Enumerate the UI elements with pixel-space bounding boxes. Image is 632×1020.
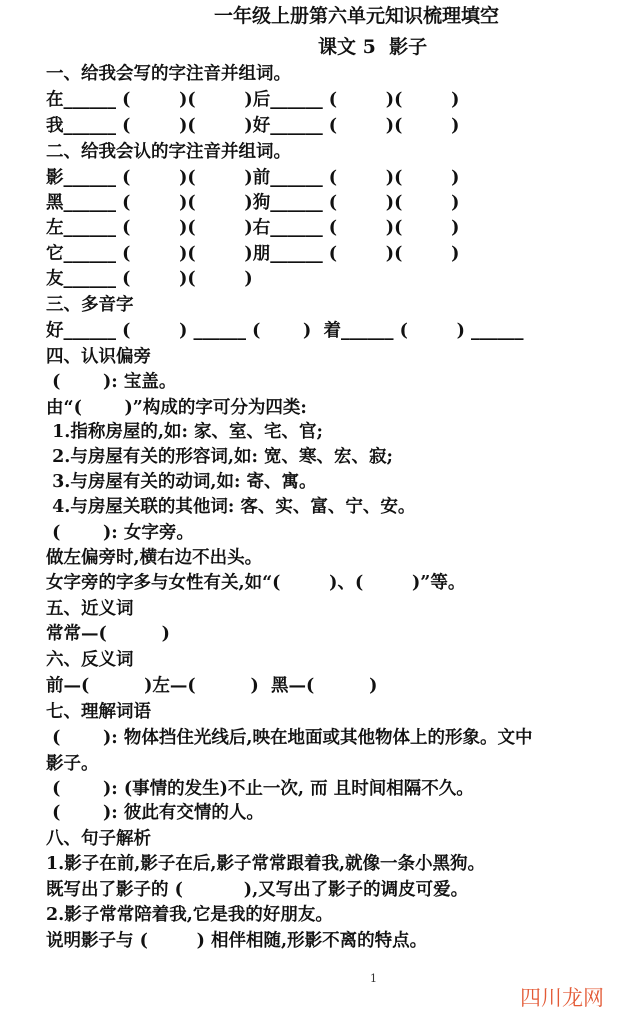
worksheet-line: 好______ ( ) ______ ( ) 着______ ( ) ______	[46, 321, 524, 341]
worksheet-line: 五、近义词	[46, 599, 134, 619]
worksheet-line: 八、句子解析	[46, 829, 151, 849]
worksheet-line: 2.影子常常陪着我,它是我的好朋友。	[46, 905, 333, 925]
worksheet-line: 1.影子在前,影子在后,影子常常跟着我,就像一条小黑狗。	[46, 854, 486, 874]
worksheet-line: 黑______ ( )( )狗______ ( )( )	[46, 193, 460, 213]
worksheet-line: 女字旁的字多与女性有关,如“( )、( )”等。	[46, 573, 466, 593]
worksheet-line: 在______ ( )( )后______ ( )( )	[46, 90, 460, 110]
worksheet-line: 1.指称房屋的,如: 家、室、宅、官;	[46, 422, 323, 442]
worksheet-line: 4.与房屋关联的其他词: 客、实、富、宁、安。	[46, 497, 416, 517]
worksheet-line: ( ): 宝盖。	[46, 372, 177, 392]
worksheet-line: 由“( )”构成的字可分为四类:	[46, 398, 307, 418]
worksheet-line: 说明影子与 ( ) 相伴相随,形影不离的特点。	[46, 931, 428, 951]
worksheet-line: 六、反义词	[46, 650, 134, 670]
worksheet-line: 影______ ( )( )前______ ( )( )	[46, 168, 460, 188]
worksheet-line: 前—( )左—( ) 黑—( )	[46, 676, 378, 696]
worksheet-line: 它______ ( )( )朋______ ( )( )	[46, 244, 460, 264]
worksheet-line: ( ): (事情的发生)不止一次, 而 且时间相隔不久。	[46, 779, 474, 799]
worksheet-line: 左______ ( )( )右______ ( )( )	[46, 218, 460, 238]
worksheet-line: 二、给我会认的字注音并组词。	[46, 142, 291, 162]
worksheet-line: 四、认识偏旁	[46, 347, 151, 367]
worksheet-line: ( ): 女字旁。	[46, 523, 194, 543]
worksheet-line: 一、给我会写的字注音并组词。	[46, 64, 291, 84]
document-title: 一年级上册第六单元知识梳理填空	[214, 5, 500, 27]
page-number: 1	[370, 972, 377, 985]
worksheet-line: ( ): 彼此有交情的人。	[46, 803, 264, 823]
worksheet-line: 既写出了影子的 ( ),又写出了影子的调皮可爱。	[46, 880, 469, 900]
worksheet-line: 我______ ( )( )好______ ( )( )	[46, 116, 460, 136]
document-subtitle: 课文 5 影子	[318, 36, 428, 58]
worksheet-line: 三、多音字	[46, 295, 134, 315]
worksheet-line: 3.与房屋有关的动词,如: 寄、寓。	[46, 472, 317, 492]
worksheet-line: 七、理解词语	[46, 702, 151, 722]
worksheet-line: ( ): 物体挡住光线后,映在地面或其他物体上的形象。文中	[46, 728, 533, 748]
worksheet-line: 影子。	[46, 754, 99, 774]
watermark-logo: 四川龙网	[520, 986, 604, 1010]
worksheet-line: 2.与房屋有关的形容词,如: 宽、寒、宏、寂;	[46, 447, 393, 467]
worksheet-line: 做左偏旁时,横右边不出头。	[46, 548, 263, 568]
worksheet-line: 友______ ( )( )	[46, 269, 253, 289]
worksheet-line: 常常—( )	[46, 624, 170, 644]
